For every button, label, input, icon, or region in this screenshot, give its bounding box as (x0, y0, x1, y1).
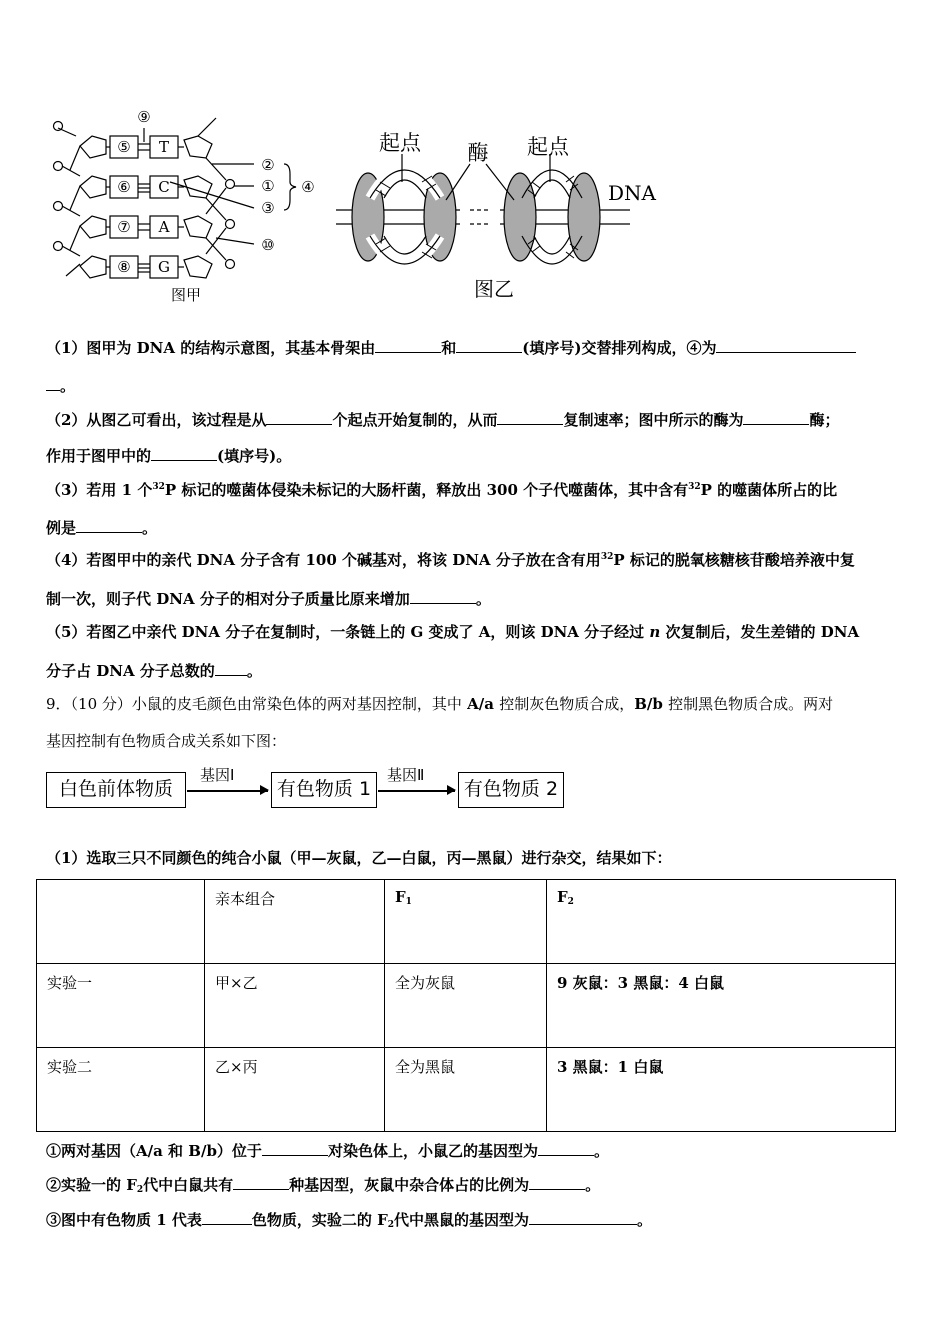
flow-box-precursor: 白色前体物质 (46, 772, 186, 808)
blank[interactable] (497, 408, 563, 425)
fig-a-base-a: A (158, 218, 170, 236)
fig-a-label-3: ③ (261, 199, 275, 217)
q9-sub1: （1）选取三只不同颜色的纯合小鼠（甲—灰鼠，乙—白鼠，丙—黑鼠）进行杂交，结果如下： (46, 849, 672, 867)
table-cell: 实验二 (37, 1048, 205, 1132)
flow-arrow-2 (378, 790, 455, 792)
q8-part4-line1: （4）若图甲中的亲代 DNA 分子含有 100 个碱基对，将该 DNA 分子放在含有用$^{32}$P 标记的脱氧核糖核苷酸培养液中复 (46, 551, 855, 569)
flow-box-pigment2: 有色物质 2 (458, 772, 564, 808)
blank[interactable] (266, 408, 332, 425)
fig-a-caption: 图甲 (170, 286, 202, 304)
table-header-parents: 亲本组合 (205, 880, 385, 964)
table-header-row (37, 880, 896, 964)
figure-a-labels (117, 108, 314, 304)
table-cell: 3 黑鼠：1 白鼠 (547, 1048, 896, 1132)
fig-a-base-c: C (158, 178, 170, 196)
q9-item2: ②实验一的 $F_2$代中白鼠共有 种基因型，灰鼠中杂合体占的比例为 。 (46, 1173, 600, 1195)
figure-b-replication (336, 154, 630, 265)
table-cell (37, 880, 205, 964)
figure-a-dna-structure (54, 118, 297, 278)
table-cell: 甲×乙 (205, 964, 385, 1048)
q8-part1-line1: （1）图甲为 DNA 的结构示意图，其基本骨架由 和 (填序号)交替排列构成，④为 (46, 336, 856, 358)
q8-part4-line2: 制一次，则子代 DNA 分子的相对分子质量比原来增加 。 (46, 587, 491, 609)
blank[interactable] (743, 408, 809, 425)
blank[interactable] (233, 1173, 289, 1190)
cross-results-table (36, 879, 896, 1132)
fig-b-origin-right: 起点 (527, 135, 569, 159)
flow-box-pigment1: 有色物质 1 (271, 772, 377, 808)
table-cell: 乙×丙 (205, 1048, 385, 1132)
fig-a-label-2: ② (261, 156, 275, 174)
q8-part5-line1: （5）若图乙中亲代 DNA 分子在复制时，一条链上的 G 变成了 A，则该 DNA 分子经过 n 次复制后，发生差错的 DNA (46, 623, 860, 641)
blank[interactable] (410, 587, 476, 604)
q8-part3-line2: 例是 。 (46, 516, 157, 538)
q9-item1: ①两对基因（A/a 和 B/b）位于 对染色体上，小鼠乙的基因型为 。 (46, 1139, 609, 1161)
blank[interactable] (456, 336, 522, 353)
q8-part2-line1: （2）从图乙可看出，该过程是从 个起点开始复制的，从而 复制速率；图中所示的酶为 酶； (46, 408, 840, 430)
table-cell: 全为黑鼠 (385, 1048, 547, 1132)
blank[interactable] (202, 1208, 252, 1225)
fig-a-number-5: ⑤ (117, 138, 131, 156)
table-cell: 全为灰鼠 (385, 964, 547, 1048)
fig-a-number-6: ⑥ (117, 178, 131, 196)
table-header-f2: $F_2$ (547, 880, 896, 964)
q8-part1-line2: 。 (46, 374, 75, 396)
blank[interactable] (529, 1208, 637, 1225)
fig-b-enzyme: 酶 (467, 141, 489, 165)
blank[interactable] (538, 1139, 594, 1156)
blank[interactable] (76, 516, 142, 533)
table-row (37, 964, 896, 1048)
table-header-f1: $F_1$ (385, 880, 547, 964)
q8-part3-line1: （3）若用 1 个$^{32}$P 标记的噬菌体侵染未标记的大肠杆菌，释放出 300 个子代噬菌体，其中含有$^{32}$P 的噬菌体所占的比 (46, 481, 838, 499)
blank[interactable] (151, 444, 217, 461)
fig-a-base-g: G (158, 258, 170, 276)
q9-intro-line1: 9．（10 分）小鼠的皮毛颜色由常染色体的两对基因控制，其中 A/a 控制灰色物质合成，B/b 控制黑色物质合成。两对 (46, 695, 834, 713)
blank[interactable] (46, 374, 60, 391)
q9-item3: ③图中有色物质 1 代表 色物质，实验二的 $F_2$代中黑鼠的基因型为 。 (46, 1208, 652, 1230)
blank[interactable] (375, 336, 441, 353)
blank[interactable] (716, 336, 856, 353)
blank[interactable] (215, 659, 247, 676)
synthesis-flowchart (44, 764, 584, 814)
q8-part5-line2: 分子占 DNA 分子总数的 。 (46, 659, 262, 681)
fig-a-label-4: ④ (301, 178, 315, 196)
fig-b-origin-left: 起点 (379, 131, 421, 155)
fig-a-number-8: ⑧ (117, 258, 131, 276)
fig-a-label-1: ① (261, 177, 275, 195)
q9-intro-line2: 基因控制有色物质合成关系如下图： (46, 732, 287, 750)
fig-a-base-t: T (158, 138, 170, 156)
fig-b-dna: DNA (608, 181, 656, 205)
fig-a-label-9: ⑨ (137, 108, 151, 126)
dna-figures (40, 98, 920, 310)
fig-a-label-10: ⑩ (261, 236, 275, 254)
table-row (37, 1048, 896, 1132)
flow-gene2-label: 基因Ⅱ (387, 766, 425, 784)
q8-part2-line2: 作用于图甲中的 (填序号)。 (46, 444, 291, 466)
flow-gene1-label: 基因Ⅰ (200, 766, 235, 784)
fig-b-caption: 图乙 (474, 277, 514, 301)
flow-arrow-1 (187, 790, 268, 792)
fig-a-number-7: ⑦ (117, 218, 131, 236)
table-cell: 实验一 (37, 964, 205, 1048)
table-cell: 9 灰鼠：3 黑鼠：4 白鼠 (547, 964, 896, 1048)
blank[interactable] (262, 1139, 328, 1156)
blank[interactable] (529, 1173, 585, 1190)
